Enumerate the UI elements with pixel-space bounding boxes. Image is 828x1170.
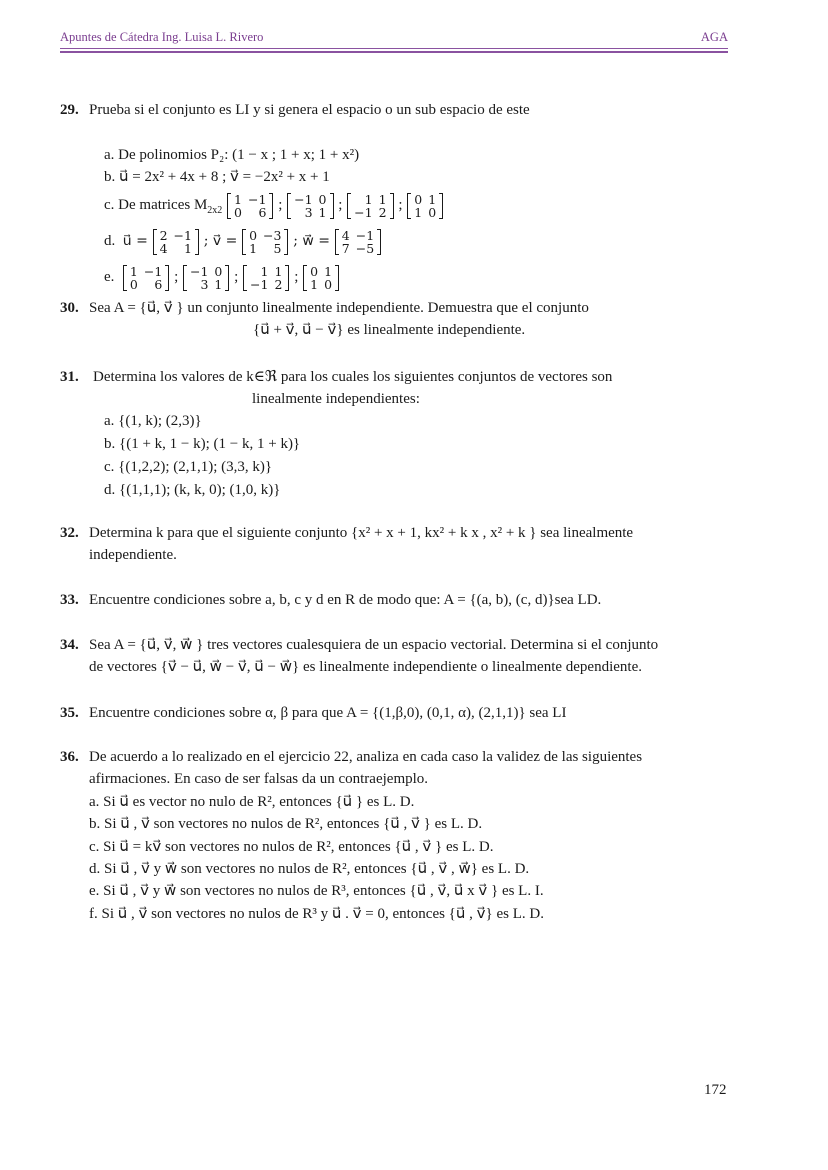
exercise-31-c: c. {(1,2,2); (2,1,1); (3,3, k)} [104,459,273,475]
header-rule [60,48,728,49]
exercise-36-b: b. Si u⃗ , v⃗ son vectores no nulos de R², entonces {u⃗ , v⃗ } es L. D. [89,816,483,832]
exercise-30-number: 30. [60,300,79,316]
matrix-c-2: −1 0 3 1 [287,193,333,219]
exercise-36-line2: afirmaciones. En caso de ser falsas da un contraejemplo. [89,771,429,787]
matrix-c-4: 0 1 1 0 [407,193,443,219]
exercise-33-number: 33. [60,592,79,608]
exercise-36-e: e. Si u⃗ , v⃗ y w⃗ son vectores no nulos de R³, entonces {u⃗ , v⃗, u⃗ x v⃗ } es L. I. [89,883,544,899]
matrix-d-v: 0 −3 1 5 [242,229,288,255]
matrix-d-w: 4 −1 7 −5 [335,229,381,255]
page-number: 172 [704,1082,727,1098]
page-header [60,30,728,48]
exercise-35-number: 35. [60,705,79,721]
exercise-33-line1: Encuentre condiciones sobre a, b, c y d en R de modo que: A = {(a, b), (c, d)}sea LD. [89,592,602,608]
exercise-31-line2: linealmente independientes: [252,391,420,407]
matrix-d-u: 2 −1 4 1 [153,229,199,255]
exercise-29-a: a. De polinomios P₂: (1 − x ; 1 + x; 1 + x²) [104,147,360,163]
exercise-29-c: c. De matrices $M_{2x2}$ 1 −1 0 6 ; −1 0 3 1 ; 1 1 −1 2 ; 0 1 1 0 [104,190,444,220]
exercise-36-a: a. Si u⃗ es vector no nulo de R², entonces {u⃗ } es L. D. [89,794,415,810]
matrix-e-3: 1 1 −1 2 [243,265,289,291]
exercise-31-line1: Determina los valores de k∈ℜ para los cuales los siguientes conjuntos de vectores son [93,369,613,385]
exercise-30-line2: {u⃗ + v⃗, u⃗ − v⃗} es linealmente independiente. [253,322,526,338]
exercise-31-number: 31. [60,369,79,385]
exercise-29-text: Prueba si el conjunto es LI y si genera el espacio o un sub espacio de este [89,102,530,118]
matrix-c-1: 1 −1 0 6 [227,193,273,219]
exercise-31-a: a. {(1, k); (2,3)} [104,413,202,429]
exercise-36-c: c. Si u⃗ = kv⃗ son vectores no nulos de R², entonces {u⃗ , v⃗ } es L. D. [89,839,494,855]
header-title: Apuntes de Cátedra Ing. Luisa L. Rivero [60,30,264,44]
exercise-29-d: d. u⃗ = 2 −1 4 1 ; v⃗ = 0 −3 1 5 ; w⃗ = 4 −1 7 −5 [104,226,382,256]
exercise-34-line2: de vectores {v⃗ − u⃗, w⃗ − v⃗, u⃗ − w⃗} es linealmente independiente o linealmente dependiente. [89,659,642,675]
exercise-36-d: d. Si u⃗ , v⃗ y w⃗ son vectores no nulos de R², entonces {u⃗ , v⃗ , w⃗} es L. D. [89,861,530,877]
header-rule-thick [60,51,728,53]
exercise-30-line1: Sea A = {u⃗, v⃗ } un conjunto linealmente independiente. Demuestra que el conjunto [89,300,589,316]
exercise-36-f: f. Si u⃗ , v⃗ son vectores no nulos de R³ y u⃗ . v⃗ = 0, entonces {u⃗ , v⃗} es L. D. [89,906,544,922]
exercise-29-b: b. u⃗ = 2x² + 4x + 8 ; v⃗ = −2x² + x + 1 [104,169,330,185]
exercise-32-line1: Determina k para que el siguiente conjunto {x² + x + 1, kx² + k x , x² + k } sea linealmente [89,525,634,541]
exercise-32-line2: independiente. [89,547,177,563]
exercise-29-d-label: d. [104,233,116,249]
exercise-31-d: d. {(1,1,1); (k, k, 0); (1,0, k)} [104,482,281,498]
exercise-29-e-label: e. [104,269,115,285]
matrix-e-1: 1 −1 0 6 [123,265,169,291]
exercise-34-line1: Sea A = {u⃗, v⃗, w⃗ } tres vectores cualesquiera de un espacio vectorial. Determina si el conjunto [89,637,659,653]
exercise-29-c-sub: 2x2 [207,205,223,216]
matrix-e-2: −1 0 3 1 [183,265,229,291]
exercise-34-number: 34. [60,637,79,653]
exercise-36-line1: De acuerdo a lo realizado en el ejercicio 22, analiza en cada caso la validez de las siguientes [89,749,643,765]
matrix-c-3: 1 1 −1 2 [347,193,393,219]
exercise-29-number: 29. [60,102,79,118]
matrix-e-4: 0 1 1 0 [303,265,339,291]
exercise-31-b: b. {(1 + k, 1 − k); (1 − k, 1 + k)} [104,436,301,452]
header-course: AGA [700,30,728,44]
exercise-35-line1: Encuentre condiciones sobre α, β para que A = {(1,β,0), (0,1, α), (2,1,1)} sea LI [89,705,567,721]
exercise-29-c-label: c. De matrices M [104,197,208,213]
exercise-36-number: 36. [60,749,79,765]
exercise-32-number: 32. [60,525,79,541]
exercise-29-e: e. 1 −1 0 6 ; −1 0 3 1 ; 1 1 −1 2 ; 0 1 1 0 [104,262,340,292]
